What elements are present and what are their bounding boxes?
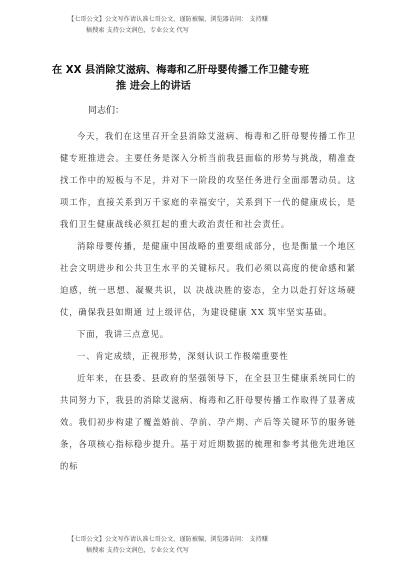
title-line2: 推 进会上的讲话 <box>116 81 191 92</box>
document-title <box>52 63 372 95</box>
salutation: 同志们： <box>88 106 125 116</box>
top-banner-line2: 稿搜索 支持公文润色，专业公文 代写 <box>86 27 189 34</box>
paragraph-significance: 消除母婴传播，是健康中国战略的重要组成部分，也是衡量一个地区社会文明进步和公共卫生水平的关键标尺。我们必须以高度的使命感和紧迫感，统一思想、凝聚共识，以 决战决胜的姿态，全力以赴打好这场硬仗，确保我县如期通 过上级评估，为建设健康 XX 筑牢坚实基础。 <box>60 241 356 317</box>
bottom-banner <box>68 534 368 556</box>
top-banner <box>68 14 368 36</box>
body-text <box>60 125 356 477</box>
section-heading-1: 一、肯定成绩，正视形势，深刻认识工作极端重要性 <box>77 351 289 361</box>
bottom-banner-line2: 稿搜索 支持公文润色，专业公文 代写 <box>86 547 189 554</box>
bottom-banner-line1: 【七哥公文】公文写作请认准七哥公文、谨防被骗，浏览器访问： 支持赚 <box>68 536 268 543</box>
top-banner-line1: 【七哥公文】公文写作请认准七哥公文、谨防被骗，浏览器访问： 支持赚 <box>68 16 268 23</box>
title-line1: 在 XX 县消除艾滋病、梅毒和乙肝母婴传播工作卫健专班 <box>52 65 310 76</box>
paragraph-achievements: 近年来，在县委、县政府的坚强领导下，在全县卫生健康系统同仁的共同努力下，我县的消除艾滋病、梅毒和乙肝母婴传播工作取得了显著成效。我们初步构建了覆盖婚前、孕前、孕产期、产后等关键环节的服务链条，各项核心指标稳步提升。基于对近期数据的梳理和参考其他先进地区的标 <box>60 373 356 471</box>
paragraph-transition: 下面，我讲三点意见。 <box>77 329 169 339</box>
paragraph-intro: 今天，我们在这里召开全县消除艾滋病、梅毒和乙肝母婴传播工作卫健专班推进会。主要任务是深入分析当前我县面临的形势与挑战，精准查找工作中的短板与不足，并对下一阶段的攻坚任务进行全面部署动员。这项工作，直接关系到万千家庭的幸福安宁，关系到下一代的健康成长，是我们卫生健康战线必须扛起的重大政治责任和社会责任。 <box>60 131 356 229</box>
